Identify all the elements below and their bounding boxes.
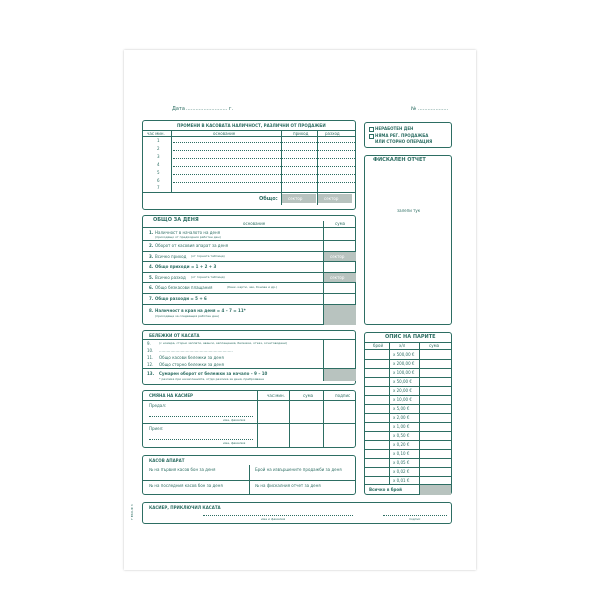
shaded-cell: сектор <box>330 275 345 280</box>
col-time: час мин. <box>147 131 165 136</box>
denomination-label: х 100,00 € <box>393 370 415 375</box>
register-notes-title: БЕЛЕЖКИ ОТ КАСАТА <box>149 333 200 338</box>
total-expense-cell: сектор <box>324 196 339 201</box>
non-working-day-checkbox[interactable] <box>369 127 374 132</box>
first-receipt-label: № на първия касов бон за деня <box>149 467 216 472</box>
row-label: Общо сторно бележки за деня <box>159 362 224 367</box>
fiscal-report-placeholder: залепи тук <box>397 208 421 213</box>
closing-cashier-title: КАСИЕР, ПРИКЛЮЧИЛ КАСАТА <box>149 505 221 510</box>
day-totals-title: ОБЩО ЗА ДЕНЯ <box>153 217 199 223</box>
denomination-label: х 20,00 € <box>393 388 412 393</box>
sales-count-label: Брой на извършените продажби за деня <box>255 467 342 472</box>
footnote: * разлика при начисленията, от/до разлика за деня, преброяване <box>159 377 264 381</box>
sign-label: име, фамилия <box>223 441 246 445</box>
denomination-label: х 50,00 € <box>393 379 412 384</box>
number-value: ................... <box>418 106 449 112</box>
denomination-label: х 500,00 € <box>393 352 415 357</box>
row-label: Всичко приход <box>155 254 187 259</box>
closing-cashier-section <box>142 502 452 524</box>
denomination-label: х 0,10 € <box>393 451 410 456</box>
row-number: 5 <box>157 170 160 175</box>
col-income: приход <box>293 131 309 136</box>
col-sum: сума <box>335 221 346 226</box>
money-inventory-title: ОПИС НА ПАРИТЕ <box>385 334 436 340</box>
row-sublabel: (от горната таблица) <box>191 254 225 258</box>
received-label: Приел: <box>149 426 164 431</box>
row-label: Общо разходи = 5 + 6 <box>155 296 207 301</box>
storno-label: ИЛИ СТОРНО ОПЕРАЦИЯ <box>375 139 433 144</box>
denomination-label: х 0,01 € <box>393 478 410 483</box>
name-label: име и фамилия <box>261 517 286 521</box>
col-basis: основание <box>243 221 266 226</box>
row-number: 10. <box>147 348 154 353</box>
row-sublabel: (приходящо от предходния работен ден) <box>155 235 221 239</box>
date-label: Дата <box>172 106 185 112</box>
cash-book-page <box>124 50 476 570</box>
cash-register-section <box>142 455 356 495</box>
row-label: Всичко разход <box>155 275 186 280</box>
row-label: (с номера, сторно заплати, аванси, заплащания, бележки, отказ, осчетоводени) <box>159 341 288 345</box>
row-number: 12. <box>147 362 154 367</box>
money-inventory-section <box>364 332 452 495</box>
row-label: Наличност в началото на деня <box>155 230 220 235</box>
denomination-label: х 0,02 € <box>393 469 410 474</box>
col-time: час:мин. <box>267 393 285 398</box>
no-sales-checkbox[interactable] <box>369 134 374 139</box>
cash-total-label: Всичко в брой <box>369 487 402 492</box>
fiscal-report-title: ФИСКАЛЕН ОТЧЕТ <box>373 157 426 163</box>
row-number: 2. <box>149 243 154 248</box>
row-sublabel: (приходяща за следващия работен ден) <box>155 314 220 318</box>
col-expense: разход <box>325 131 340 136</box>
date-value: .......................... г. <box>186 106 234 112</box>
form-code: Т ЕКО-Ф 3 <box>130 504 134 520</box>
handed-over-label: Предал: <box>149 403 167 408</box>
denomination-label: х 2,00 € <box>393 415 410 420</box>
last-receipt-label: № на последния касов бон за деня <box>149 483 223 488</box>
row-number: 9. <box>147 341 151 346</box>
row-number: 5. <box>149 275 154 280</box>
denomination-label: х 5,00 € <box>393 406 410 411</box>
row-sublabel: (от горната таблица) <box>191 275 225 279</box>
row-label: Общо приходи = 1 + 2 + 3 <box>155 264 217 269</box>
shaded-cell: сектор <box>330 254 345 259</box>
col-count: брой <box>373 343 384 348</box>
row-number: 7 <box>157 185 160 190</box>
row-number: 4. <box>149 264 154 269</box>
day-type-options <box>364 122 452 148</box>
cash-changes-title: ПРОМЕНИ В КАСОВАТА НАЛИЧНОСТ, РАЗЛИЧНИ ОТ ПРОДАЖБИ <box>177 123 326 128</box>
denomination-label: х 1,00 € <box>393 424 410 429</box>
total-label: Общо: <box>259 196 278 202</box>
signature-label: подпис <box>409 517 421 521</box>
row-label: Сумарен оборот от бележки за начало – 9 – 10 <box>159 371 268 376</box>
col-sum: сума <box>303 393 314 398</box>
row-number: 6 <box>157 178 160 183</box>
row-number: 4 <box>157 162 160 167</box>
no-sales-label: НЯМА РЕГ. ПРОДАЖБА <box>375 133 429 138</box>
handover-title: СМЯНА НА КАСИЕР <box>149 393 193 398</box>
row-number: 6. <box>149 285 154 290</box>
cashier-handover-section <box>142 390 356 448</box>
day-totals-section <box>142 215 356 325</box>
row-label: Общо безкасови плащания <box>155 285 213 290</box>
cash-changes-section <box>142 120 356 210</box>
row-number: 8. <box>149 308 154 313</box>
row-number: 3 <box>157 154 160 159</box>
row-sublabel: (банк. карти, чек, бонове и др.) <box>227 285 278 289</box>
row-number: 1 <box>157 138 160 143</box>
row-label: Наличност в края на деня = 4 – 7 = 11* <box>155 308 246 313</box>
row-number: 13. <box>147 371 155 376</box>
row-label: Оборот от касовия апарат за деня <box>155 243 229 248</box>
row-label: .......................................................... <box>159 348 233 353</box>
row-number: 1. <box>149 230 154 235</box>
denomination-label: х 0,05 € <box>393 460 410 465</box>
cash-register-title: КАСОВ АПАРАТ <box>149 458 185 463</box>
row-number: 7. <box>149 296 154 301</box>
fiscal-report-section <box>364 155 452 325</box>
denomination-label: х 10,00 € <box>393 397 412 402</box>
total-income-cell: сектор <box>288 196 303 201</box>
sign-label: име, фамилия <box>223 418 246 422</box>
row-label: Общо касови бележки за деня <box>159 355 224 360</box>
col-signature: подпис <box>335 393 351 398</box>
row-number: 11. <box>147 355 154 360</box>
col-sum: сума <box>429 343 440 348</box>
row-number: 3. <box>149 254 154 259</box>
fiscal-report-number-label: № на фискалния отчет за деня <box>255 483 321 488</box>
number-label: № <box>411 106 417 112</box>
col-basis: основание <box>213 131 236 136</box>
denomination-label: х 0,20 € <box>393 442 410 447</box>
register-notes-section <box>142 330 356 385</box>
col-denomination: х/л <box>399 343 406 348</box>
non-working-day-label: НЕРАБОТЕН ДЕН <box>375 126 414 131</box>
denomination-label: х 200,00 € <box>393 361 415 366</box>
denomination-label: х 0,50 € <box>393 433 410 438</box>
row-number: 2 <box>157 146 160 151</box>
